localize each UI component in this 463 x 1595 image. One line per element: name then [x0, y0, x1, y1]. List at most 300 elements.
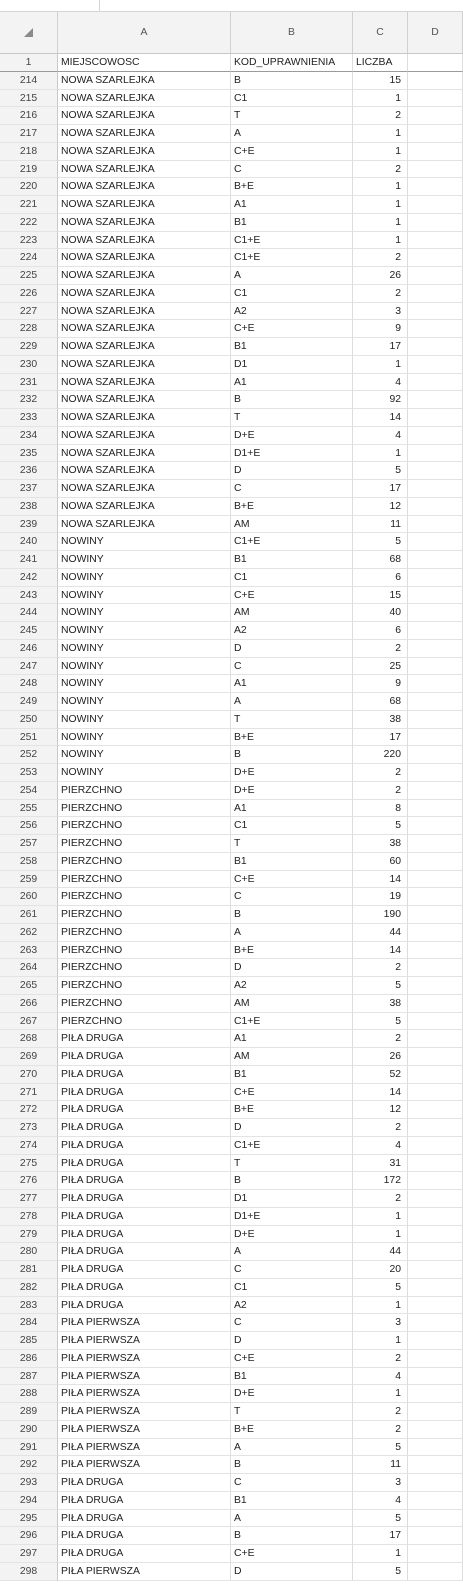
cell-miejscowosc[interactable]: PIŁA DRUGA — [58, 1066, 231, 1084]
cell-miejscowosc[interactable]: PIERZCHNO — [58, 782, 231, 800]
cell-kod-uprawnienia[interactable]: B — [231, 1456, 353, 1474]
row-number[interactable]: 235 — [0, 445, 58, 463]
cell-d[interactable] — [408, 871, 463, 889]
row-number[interactable]: 226 — [0, 285, 58, 303]
cell-kod-uprawnienia[interactable]: D — [231, 959, 353, 977]
row-number[interactable]: 272 — [0, 1101, 58, 1119]
row-number[interactable]: 277 — [0, 1190, 58, 1208]
cell-d[interactable] — [408, 1563, 463, 1581]
row-number[interactable]: 254 — [0, 782, 58, 800]
cell-liczba[interactable]: 11 — [353, 516, 408, 534]
cell-d[interactable] — [408, 178, 463, 196]
cell-liczba[interactable]: 1 — [353, 143, 408, 161]
cell-d[interactable] — [408, 1137, 463, 1155]
row-number[interactable]: 232 — [0, 391, 58, 409]
cell-d[interactable] — [408, 1368, 463, 1386]
cell-liczba[interactable]: 5 — [353, 1013, 408, 1031]
row-number[interactable]: 1 — [0, 54, 58, 72]
cell-liczba[interactable]: 3 — [353, 1474, 408, 1492]
cell-kod-uprawnienia[interactable]: B1 — [231, 1368, 353, 1386]
cell-d[interactable] — [408, 729, 463, 747]
cell-liczba[interactable]: 1 — [353, 1208, 408, 1226]
row-number[interactable]: 287 — [0, 1368, 58, 1386]
row-number[interactable]: 285 — [0, 1332, 58, 1350]
cell-liczba[interactable]: 17 — [353, 480, 408, 498]
cell-miejscowosc[interactable]: NOWINY — [58, 569, 231, 587]
row-number[interactable]: 245 — [0, 622, 58, 640]
cell-kod-uprawnienia[interactable]: C1 — [231, 817, 353, 835]
cell-miejscowosc[interactable]: NOWINY — [58, 587, 231, 605]
row-number[interactable]: 275 — [0, 1155, 58, 1173]
row-number[interactable]: 216 — [0, 107, 58, 125]
cell-miejscowosc[interactable]: PIŁA PIERWSZA — [58, 1456, 231, 1474]
cell-miejscowosc[interactable]: PIŁA PIERWSZA — [58, 1368, 231, 1386]
cell-liczba[interactable]: 3 — [353, 303, 408, 321]
cell-d[interactable] — [408, 959, 463, 977]
row-number[interactable]: 292 — [0, 1456, 58, 1474]
cell-liczba[interactable]: 5 — [353, 462, 408, 480]
cell-kod-uprawnienia[interactable]: B1 — [231, 1066, 353, 1084]
cell-kod-uprawnienia[interactable]: C1 — [231, 569, 353, 587]
cell-liczba[interactable]: 2 — [353, 1421, 408, 1439]
cell-miejscowosc[interactable]: NOWA SZARLEJKA — [58, 196, 231, 214]
cell-liczba[interactable]: 5 — [353, 1510, 408, 1528]
row-number[interactable]: 217 — [0, 125, 58, 143]
cell-miejscowosc[interactable]: NOWA SZARLEJKA — [58, 161, 231, 179]
cell-miejscowosc[interactable]: NOWINY — [58, 551, 231, 569]
cell-miejscowosc[interactable]: NOWA SZARLEJKA — [58, 232, 231, 250]
cell-d[interactable] — [408, 427, 463, 445]
cell-d[interactable] — [408, 604, 463, 622]
cell-d[interactable] — [408, 1172, 463, 1190]
cell-kod-uprawnienia[interactable]: C1+E — [231, 1137, 353, 1155]
cell-d[interactable] — [408, 1492, 463, 1510]
row-number[interactable]: 264 — [0, 959, 58, 977]
cell-d[interactable] — [408, 1190, 463, 1208]
cell-d[interactable] — [408, 888, 463, 906]
cell-d[interactable] — [408, 445, 463, 463]
cell-liczba[interactable]: 5 — [353, 1563, 408, 1581]
cell-liczba[interactable]: 1 — [353, 214, 408, 232]
row-number[interactable]: 214 — [0, 72, 58, 90]
cell-kod-uprawnienia[interactable]: AM — [231, 995, 353, 1013]
cell-liczba[interactable]: 1 — [353, 1297, 408, 1315]
cell-liczba[interactable]: 31 — [353, 1155, 408, 1173]
cell-liczba[interactable]: 3 — [353, 1314, 408, 1332]
cell-kod-uprawnienia[interactable]: B — [231, 1527, 353, 1545]
cell-miejscowosc[interactable]: PIŁA DRUGA — [58, 1474, 231, 1492]
cell-d[interactable] — [408, 72, 463, 90]
cell-kod-uprawnienia[interactable]: D — [231, 1563, 353, 1581]
cell-kod-uprawnienia[interactable]: D+E — [231, 782, 353, 800]
column-header-c[interactable]: C — [353, 12, 408, 53]
cell-miejscowosc[interactable]: PIŁA DRUGA — [58, 1492, 231, 1510]
cell-kod-uprawnienia[interactable]: D — [231, 1119, 353, 1137]
cell-miejscowosc[interactable]: PIŁA DRUGA — [58, 1261, 231, 1279]
cell-d[interactable] — [408, 516, 463, 534]
row-number[interactable]: 243 — [0, 587, 58, 605]
cell-miejscowosc[interactable]: PIŁA DRUGA — [58, 1226, 231, 1244]
cell-miejscowosc[interactable]: PIERZCHNO — [58, 906, 231, 924]
cell-d[interactable] — [408, 1155, 463, 1173]
cell-d[interactable] — [408, 1013, 463, 1031]
cell-d[interactable] — [408, 1545, 463, 1563]
cell-miejscowosc[interactable]: PIŁA DRUGA — [58, 1190, 231, 1208]
cell-liczba[interactable]: 1 — [353, 1385, 408, 1403]
cell-miejscowosc[interactable]: PIŁA PIERWSZA — [58, 1314, 231, 1332]
cell-miejscowosc[interactable]: NOWA SZARLEJKA — [58, 391, 231, 409]
row-number[interactable]: 281 — [0, 1261, 58, 1279]
cell-liczba[interactable]: 1 — [353, 1332, 408, 1350]
cell-d[interactable] — [408, 1314, 463, 1332]
cell-kod-uprawnienia[interactable]: D+E — [231, 427, 353, 445]
cell-d[interactable] — [408, 409, 463, 427]
cell-liczba[interactable]: 20 — [353, 1261, 408, 1279]
cell-d[interactable] — [408, 782, 463, 800]
cell-kod-uprawnienia[interactable]: A2 — [231, 977, 353, 995]
cell-miejscowosc[interactable]: NOWA SZARLEJKA — [58, 356, 231, 374]
cell-kod-uprawnienia[interactable]: C — [231, 161, 353, 179]
cell-d[interactable] — [408, 107, 463, 125]
cell-kod-uprawnienia[interactable]: D1 — [231, 356, 353, 374]
cell-miejscowosc[interactable]: NOWINY — [58, 640, 231, 658]
cell-d[interactable] — [408, 498, 463, 516]
cell-miejscowosc[interactable]: NOWA SZARLEJKA — [58, 107, 231, 125]
cell-miejscowosc[interactable]: PIERZCHNO — [58, 942, 231, 960]
cell-miejscowosc[interactable]: PIŁA PIERWSZA — [58, 1332, 231, 1350]
row-number[interactable]: 240 — [0, 533, 58, 551]
cell-kod-uprawnienia[interactable]: A — [231, 125, 353, 143]
cell-d[interactable] — [408, 995, 463, 1013]
cell-kod-uprawnienia[interactable]: B+E — [231, 942, 353, 960]
cell-d[interactable] — [408, 1332, 463, 1350]
cell-kod-uprawnienia[interactable]: C+E — [231, 1545, 353, 1563]
row-number[interactable]: 239 — [0, 516, 58, 534]
cell-d[interactable] — [408, 1527, 463, 1545]
cell-miejscowosc[interactable]: PIERZCHNO — [58, 888, 231, 906]
cell-kod-uprawnienia[interactable]: D+E — [231, 764, 353, 782]
row-number[interactable]: 246 — [0, 640, 58, 658]
cell-liczba[interactable]: 2 — [353, 285, 408, 303]
cell-miejscowosc[interactable]: PIŁA DRUGA — [58, 1279, 231, 1297]
cell-kod-uprawnienia[interactable]: A — [231, 1510, 353, 1528]
cell-liczba[interactable]: 2 — [353, 1190, 408, 1208]
cell-d[interactable] — [408, 1084, 463, 1102]
cell-liczba[interactable]: 2 — [353, 1350, 408, 1368]
cell-kod-uprawnienia[interactable]: C1+E — [231, 1013, 353, 1031]
row-number[interactable]: 284 — [0, 1314, 58, 1332]
cell-miejscowosc[interactable]: PIŁA DRUGA — [58, 1048, 231, 1066]
cell-miejscowosc[interactable]: NOWINY — [58, 729, 231, 747]
row-number[interactable]: 248 — [0, 675, 58, 693]
cell-miejscowosc[interactable]: NOWA SZARLEJKA — [58, 445, 231, 463]
cell-d[interactable] — [408, 853, 463, 871]
spreadsheet-grid[interactable] — [0, 12, 463, 1581]
row-number[interactable]: 241 — [0, 551, 58, 569]
cell-kod-uprawnienia[interactable]: A2 — [231, 303, 353, 321]
cell-miejscowosc[interactable]: NOWINY — [58, 746, 231, 764]
cell-d[interactable] — [408, 374, 463, 392]
cell-liczba[interactable]: 17 — [353, 729, 408, 747]
row-number[interactable]: 294 — [0, 1492, 58, 1510]
cell-liczba[interactable]: 25 — [353, 658, 408, 676]
cell-kod-uprawnienia[interactable]: D1 — [231, 1190, 353, 1208]
cell-d[interactable] — [408, 533, 463, 551]
cell-liczba[interactable]: 2 — [353, 1119, 408, 1137]
row-number[interactable]: 273 — [0, 1119, 58, 1137]
cell-d[interactable] — [408, 249, 463, 267]
cell-miejscowosc[interactable]: NOWA SZARLEJKA — [58, 409, 231, 427]
row-number[interactable]: 222 — [0, 214, 58, 232]
cell-liczba[interactable]: 14 — [353, 871, 408, 889]
cell-kod-uprawnienia[interactable]: A2 — [231, 622, 353, 640]
cell-miejscowosc[interactable]: NOWINY — [58, 622, 231, 640]
cell-d[interactable] — [408, 1350, 463, 1368]
cell-liczba[interactable]: 2 — [353, 640, 408, 658]
row-number[interactable]: 290 — [0, 1421, 58, 1439]
cell-d[interactable] — [408, 746, 463, 764]
cell-kod-uprawnienia[interactable]: B1 — [231, 853, 353, 871]
cell-d[interactable] — [408, 1474, 463, 1492]
cell-d[interactable] — [408, 1297, 463, 1315]
cell-miejscowosc[interactable]: NOWA SZARLEJKA — [58, 338, 231, 356]
cell-miejscowosc[interactable]: PIŁA DRUGA — [58, 1084, 231, 1102]
cell-kod-uprawnienia[interactable]: C1+E — [231, 533, 353, 551]
cell-d[interactable] — [408, 1279, 463, 1297]
cell-kod-uprawnienia[interactable]: B — [231, 746, 353, 764]
cell-miejscowosc[interactable]: PIŁA DRUGA — [58, 1208, 231, 1226]
cell-kod-uprawnienia[interactable]: B1 — [231, 214, 353, 232]
cell-kod-uprawnienia[interactable]: AM — [231, 604, 353, 622]
cell-liczba[interactable]: 44 — [353, 924, 408, 942]
cell-miejscowosc[interactable]: PIŁA DRUGA — [58, 1172, 231, 1190]
cell-liczba[interactable]: 1 — [353, 90, 408, 108]
cell-miejscowosc[interactable]: PIŁA PIERWSZA — [58, 1439, 231, 1457]
cell-kod-uprawnienia[interactable]: T — [231, 409, 353, 427]
cell-miejscowosc[interactable]: PIŁA PIERWSZA — [58, 1563, 231, 1581]
cell-d[interactable] — [408, 693, 463, 711]
cell-kod-uprawnienia[interactable]: B+E — [231, 1101, 353, 1119]
cell-d[interactable] — [408, 1510, 463, 1528]
row-number[interactable]: 228 — [0, 320, 58, 338]
row-number[interactable]: 270 — [0, 1066, 58, 1084]
cell-liczba[interactable]: 40 — [353, 604, 408, 622]
cell-kod-uprawnienia[interactable]: B+E — [231, 498, 353, 516]
cell-liczba[interactable]: 2 — [353, 249, 408, 267]
row-number[interactable]: 218 — [0, 143, 58, 161]
row-number[interactable]: 249 — [0, 693, 58, 711]
cell-liczba[interactable]: 9 — [353, 320, 408, 338]
cell-liczba[interactable]: 4 — [353, 374, 408, 392]
cell-kod-uprawnienia[interactable]: T — [231, 835, 353, 853]
cell-miejscowosc[interactable]: NOWA SZARLEJKA — [58, 462, 231, 480]
cell-kod-uprawnienia[interactable]: B — [231, 391, 353, 409]
row-number[interactable]: 230 — [0, 356, 58, 374]
cell-d-header[interactable] — [408, 54, 463, 72]
cell-liczba[interactable]: 19 — [353, 888, 408, 906]
cell-liczba[interactable]: 17 — [353, 1527, 408, 1545]
cell-kod-uprawnienia[interactable]: A — [231, 267, 353, 285]
cell-liczba[interactable]: 92 — [353, 391, 408, 409]
cell-liczba[interactable]: 12 — [353, 498, 408, 516]
cell-miejscowosc[interactable]: NOWINY — [58, 764, 231, 782]
cell-d[interactable] — [408, 1101, 463, 1119]
cell-liczba[interactable]: 1 — [353, 232, 408, 250]
cell-kod-uprawnienia[interactable]: C+E — [231, 587, 353, 605]
cell-liczba[interactable]: 5 — [353, 1439, 408, 1457]
row-number[interactable]: 215 — [0, 90, 58, 108]
cell-d[interactable] — [408, 480, 463, 498]
cell-liczba[interactable]: 220 — [353, 746, 408, 764]
cell-kod-uprawnienia[interactable]: D — [231, 1332, 353, 1350]
row-number[interactable]: 229 — [0, 338, 58, 356]
row-number[interactable]: 288 — [0, 1385, 58, 1403]
cell-kod-uprawnienia[interactable]: C+E — [231, 871, 353, 889]
cell-d[interactable] — [408, 1066, 463, 1084]
cell-kod-uprawnienia[interactable]: B+E — [231, 729, 353, 747]
row-number[interactable]: 257 — [0, 835, 58, 853]
cell-liczba[interactable]: 52 — [353, 1066, 408, 1084]
cell-d[interactable] — [408, 303, 463, 321]
cell-d[interactable] — [408, 90, 463, 108]
cell-kod-uprawnienia[interactable]: A1 — [231, 196, 353, 214]
row-number[interactable]: 256 — [0, 817, 58, 835]
cell-liczba[interactable]: 1 — [353, 125, 408, 143]
cell-kod-uprawnienia[interactable]: C1 — [231, 90, 353, 108]
cell-miejscowosc[interactable]: NOWA SZARLEJKA — [58, 143, 231, 161]
cell-miejscowosc[interactable]: NOWA SZARLEJKA — [58, 214, 231, 232]
row-number[interactable]: 251 — [0, 729, 58, 747]
cell-kod-uprawnienia[interactable]: T — [231, 107, 353, 125]
cell-miejscowosc[interactable]: PIERZCHNO — [58, 959, 231, 977]
cell-d[interactable] — [408, 214, 463, 232]
cell-miejscowosc[interactable]: PIERZCHNO — [58, 977, 231, 995]
column-header-d[interactable]: D — [408, 12, 463, 53]
cell-liczba[interactable]: 12 — [353, 1101, 408, 1119]
cell-liczba[interactable]: 2 — [353, 161, 408, 179]
row-number[interactable]: 274 — [0, 1137, 58, 1155]
cell-d[interactable] — [408, 462, 463, 480]
cell-miejscowosc[interactable]: PIŁA DRUGA — [58, 1119, 231, 1137]
cell-kod-uprawnienia[interactable]: D+E — [231, 1385, 353, 1403]
cell-miejscowosc[interactable]: NOWINY — [58, 693, 231, 711]
cell-miejscowosc[interactable]: PIERZCHNO — [58, 924, 231, 942]
cell-kod-uprawnienia[interactable]: C+E — [231, 143, 353, 161]
cell-kod-uprawnienia[interactable]: B — [231, 1172, 353, 1190]
cell-liczba[interactable]: 2 — [353, 764, 408, 782]
formula-bar[interactable] — [0, 0, 463, 12]
cell-kod-uprawnienia[interactable]: T — [231, 1155, 353, 1173]
cell-miejscowosc[interactable]: NOWINY — [58, 711, 231, 729]
cell-liczba[interactable]: 15 — [353, 72, 408, 90]
row-number[interactable]: 291 — [0, 1439, 58, 1457]
cell-kod-uprawnienia[interactable]: D — [231, 462, 353, 480]
cell-d[interactable] — [408, 1261, 463, 1279]
row-number[interactable]: 236 — [0, 462, 58, 480]
row-number[interactable]: 295 — [0, 1510, 58, 1528]
cell-kod-uprawnienia[interactable]: C+E — [231, 1350, 353, 1368]
cell-liczba[interactable]: 2 — [353, 107, 408, 125]
cell-miejscowosc[interactable]: PIŁA DRUGA — [58, 1101, 231, 1119]
row-number[interactable]: 297 — [0, 1545, 58, 1563]
cell-d[interactable] — [408, 587, 463, 605]
cell-kod-uprawnienia[interactable]: D+E — [231, 1226, 353, 1244]
cell-kod-uprawnienia[interactable]: D — [231, 640, 353, 658]
cell-d[interactable] — [408, 1439, 463, 1457]
cell-kod-uprawnienia[interactable]: A1 — [231, 374, 353, 392]
cell-d[interactable] — [408, 232, 463, 250]
row-number[interactable]: 265 — [0, 977, 58, 995]
cell-d[interactable] — [408, 942, 463, 960]
cell-d[interactable] — [408, 338, 463, 356]
cell-miejscowosc[interactable]: NOWA SZARLEJKA — [58, 374, 231, 392]
cell-d[interactable] — [408, 196, 463, 214]
cell-a-header[interactable]: MIEJSCOWOSC — [58, 54, 231, 72]
cell-liczba[interactable]: 2 — [353, 782, 408, 800]
cell-liczba[interactable]: 8 — [353, 800, 408, 818]
cell-liczba[interactable]: 38 — [353, 835, 408, 853]
cell-kod-uprawnienia[interactable]: C — [231, 658, 353, 676]
row-number[interactable]: 227 — [0, 303, 58, 321]
row-number[interactable]: 250 — [0, 711, 58, 729]
select-all-corner[interactable] — [0, 12, 58, 53]
cell-d[interactable] — [408, 658, 463, 676]
cell-miejscowosc[interactable]: NOWA SZARLEJKA — [58, 498, 231, 516]
cell-c-header[interactable]: LICZBA — [353, 54, 408, 72]
cell-liczba[interactable]: 2 — [353, 1403, 408, 1421]
cell-miejscowosc[interactable]: NOWA SZARLEJKA — [58, 249, 231, 267]
cell-liczba[interactable]: 17 — [353, 338, 408, 356]
cell-liczba[interactable]: 14 — [353, 1084, 408, 1102]
row-number[interactable]: 258 — [0, 853, 58, 871]
cell-kod-uprawnienia[interactable]: C+E — [231, 320, 353, 338]
cell-miejscowosc[interactable]: NOWINY — [58, 658, 231, 676]
cell-miejscowosc[interactable]: PIŁA DRUGA — [58, 1527, 231, 1545]
cell-liczba[interactable]: 5 — [353, 533, 408, 551]
cell-miejscowosc[interactable]: NOWA SZARLEJKA — [58, 267, 231, 285]
row-number[interactable]: 253 — [0, 764, 58, 782]
cell-liczba[interactable]: 14 — [353, 942, 408, 960]
row-number[interactable]: 276 — [0, 1172, 58, 1190]
cell-miejscowosc[interactable]: NOWA SZARLEJKA — [58, 125, 231, 143]
cell-liczba[interactable]: 1 — [353, 1545, 408, 1563]
cell-liczba[interactable]: 6 — [353, 569, 408, 587]
cell-kod-uprawnienia[interactable]: AM — [231, 1048, 353, 1066]
cell-miejscowosc[interactable]: NOWA SZARLEJKA — [58, 303, 231, 321]
cell-d[interactable] — [408, 143, 463, 161]
cell-d[interactable] — [408, 1048, 463, 1066]
row-number[interactable]: 280 — [0, 1243, 58, 1261]
row-number[interactable]: 271 — [0, 1084, 58, 1102]
cell-kod-uprawnienia[interactable]: B+E — [231, 178, 353, 196]
cell-miejscowosc[interactable]: NOWINY — [58, 675, 231, 693]
cell-liczba[interactable]: 1 — [353, 178, 408, 196]
cell-miejscowosc[interactable]: PIERZCHNO — [58, 817, 231, 835]
cell-d[interactable] — [408, 711, 463, 729]
cell-miejscowosc[interactable]: PIERZCHNO — [58, 835, 231, 853]
cell-kod-uprawnienia[interactable]: C — [231, 1474, 353, 1492]
cell-liczba[interactable]: 1 — [353, 445, 408, 463]
row-number[interactable]: 231 — [0, 374, 58, 392]
cell-d[interactable] — [408, 285, 463, 303]
cell-d[interactable] — [408, 622, 463, 640]
cell-kod-uprawnienia[interactable]: C — [231, 480, 353, 498]
cell-d[interactable] — [408, 1403, 463, 1421]
cell-liczba[interactable]: 68 — [353, 693, 408, 711]
cell-liczba[interactable]: 1 — [353, 196, 408, 214]
row-number[interactable]: 237 — [0, 480, 58, 498]
cell-liczba[interactable]: 38 — [353, 711, 408, 729]
